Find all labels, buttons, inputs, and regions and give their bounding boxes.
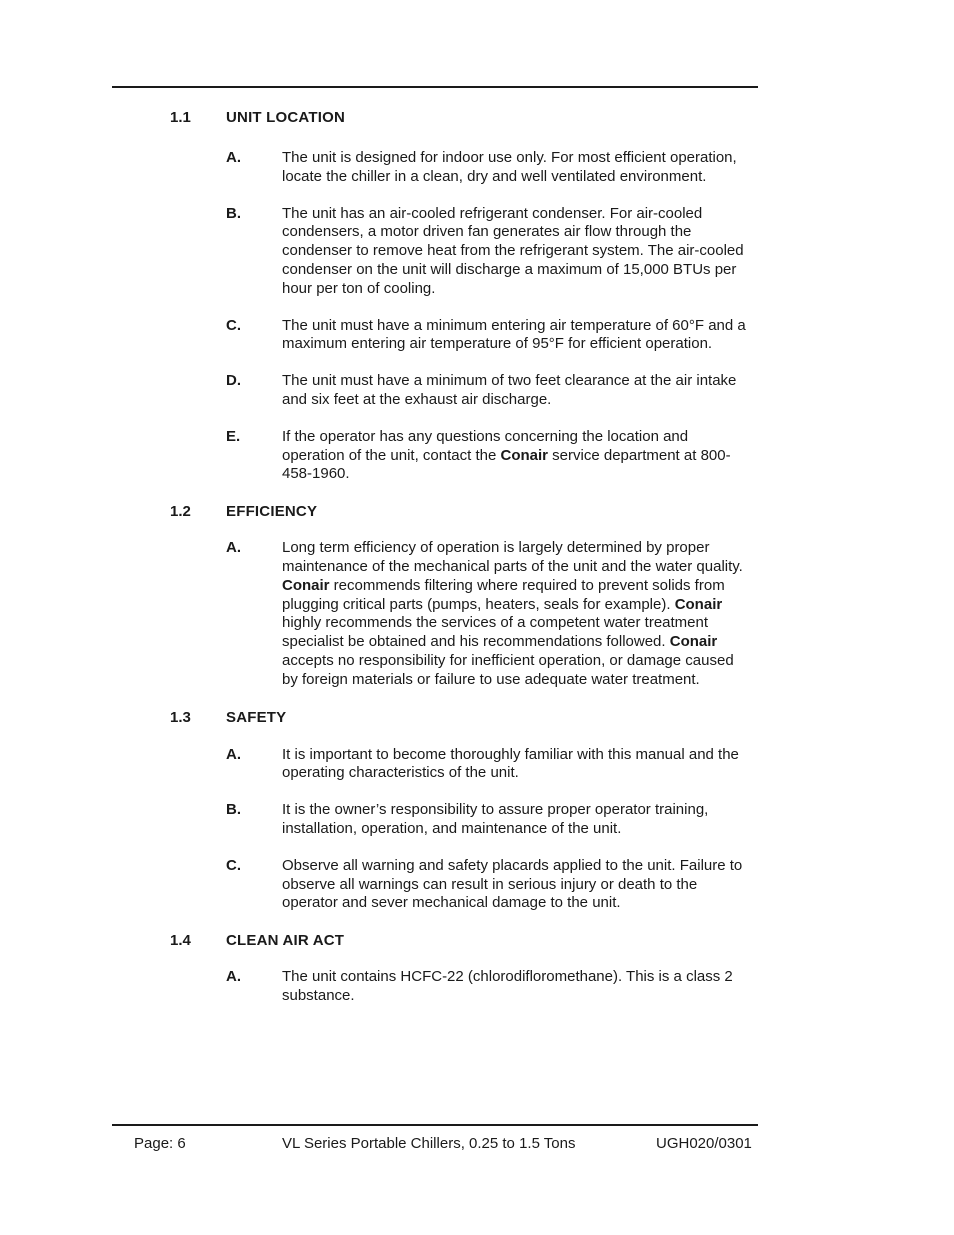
list-item [0, 801, 954, 839]
section-title: EFFICIENCY [226, 503, 318, 521]
section-heading [0, 108, 954, 127]
list-item [0, 539, 954, 689]
text-run: If the operator has any questions concerning the location and operation of the unit, contact the [282, 427, 689, 464]
list-item [0, 746, 954, 784]
section-number: 1.3 [170, 708, 191, 726]
list-item [0, 428, 954, 484]
list-item [0, 372, 954, 410]
item-text: The unit must have a minimum of two feet clearance at the air intake and six feet at the exhaust air discharge. [282, 372, 737, 408]
list-item [0, 149, 954, 187]
item-text: Observe all warning and safety placards applied to the unit. Failure to observe all warnings can result in serious injury or death to the operator and sever mechanical damage to the unit. [282, 856, 743, 912]
item-letter: A. [226, 745, 241, 763]
item-letter: A. [226, 149, 241, 166]
footer-rule [112, 1124, 758, 1126]
document-body [0, 108, 954, 1006]
section-heading [0, 931, 954, 950]
section-heading [0, 502, 954, 521]
section-clean-air-act [0, 931, 954, 1006]
section-number: 1.2 [170, 503, 191, 521]
text-run: service department at 800-458-1960. [282, 446, 731, 483]
item-text [282, 539, 750, 689]
item-text: The unit is designed for indoor use only. For most efficient operation, locate the chiller in a clean, dry and well ventilated environment. [282, 149, 737, 185]
list-item [0, 317, 954, 355]
list-item [0, 857, 954, 913]
item-text: The unit must have a minimum entering air temperature of 60°F and a maximum entering air temperature of 95°F for efficient operation. [282, 316, 746, 353]
item-letter: A. [226, 968, 241, 986]
item-letter: B. [226, 801, 241, 819]
item-letter: A. [226, 539, 241, 557]
footer-document-title: VL Series Portable Chillers, 0.25 to 1.5 Tons [282, 1135, 576, 1152]
item-letter: E. [226, 427, 241, 445]
section-unit-location [0, 108, 954, 484]
item-text [282, 428, 750, 484]
brand-name: Conair [669, 633, 718, 651]
text-run: highly recommends the services of a competent water treatment specialist be obtained and his recommendations followed. [282, 614, 709, 651]
item-text: The unit contains HCFC-22 (chlorodifloromethane). This is a class 2 substance. [282, 968, 733, 1004]
item-letter: C. [226, 316, 241, 334]
brand-name: Conair [500, 446, 548, 464]
section-number: 1.4 [170, 932, 191, 950]
section-title: CLEAN AIR ACT [226, 932, 345, 950]
brand-name: Conair [674, 595, 723, 613]
section-heading [0, 708, 954, 727]
item-letter: B. [226, 204, 241, 222]
item-text: It is important to become thoroughly familiar with this manual and the operating characteristics of the unit. [282, 745, 739, 782]
text-run: accepts no responsibility for inefficient operation, or damage caused by foreign materials or failure to use adequate water treatment. [282, 651, 734, 688]
footer-page-number: Page: 6 [134, 1135, 186, 1152]
brand-name: Conair [282, 576, 330, 594]
item-letter: D. [226, 372, 241, 390]
section-title: UNIT LOCATION [226, 109, 345, 126]
section-title: SAFETY [226, 708, 287, 726]
item-text: The unit has an air-cooled refrigerant condenser. For air-cooled condensers, a motor driven fan generates air flow through the condenser to remove heat from the refrigerant system. The air-cooled condenser on the unit will discharge a maximum of 15,000 BTUs per hour per ton of cooling. [282, 204, 744, 297]
text-run: Long term efficiency of operation is largely determined by proper maintenance of the mechanical parts of the unit and the water quality. [282, 539, 743, 575]
header-rule [112, 86, 758, 88]
list-item [0, 968, 954, 1006]
text-run: recommends filtering where required to prevent solids from plugging critical parts (pumps, heaters, seals for example). [282, 576, 725, 613]
section-number: 1.1 [170, 109, 191, 126]
item-letter: C. [226, 856, 241, 874]
section-efficiency [0, 502, 954, 689]
item-text: It is the owner’s responsibility to assure proper operator training, installation, operation, and maintenance of the unit. [282, 801, 709, 837]
footer-document-code: UGH020/0301 [656, 1135, 752, 1152]
section-safety [0, 708, 954, 914]
list-item [0, 205, 954, 299]
